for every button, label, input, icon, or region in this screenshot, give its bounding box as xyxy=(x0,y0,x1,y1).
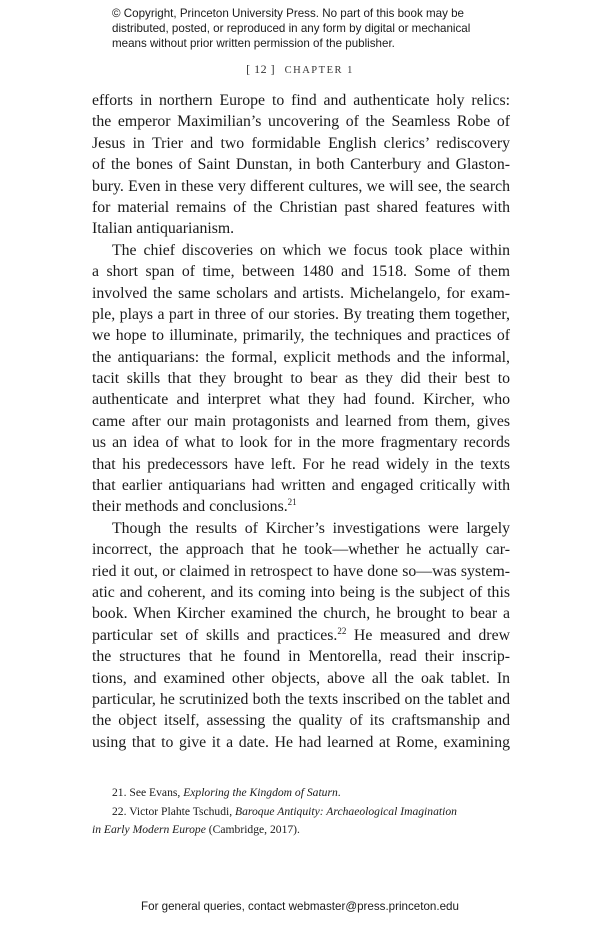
text-line: of the bones of Saint Dunstan, in both Canterbury and Glaston- xyxy=(92,156,510,174)
text-line: Jesus in Trier and two formidable English clerics’ rediscovery xyxy=(92,134,510,152)
text-line: using that to give it a date. He had learned at Rome, examining xyxy=(92,733,510,751)
footnote-number: 22. xyxy=(112,804,127,818)
note-reference: 21 xyxy=(287,497,297,508)
text-line: a short span of time, between 1480 and 1518. Some of them xyxy=(92,263,510,281)
text-line: particular, he scrutinized both the texts inscribed on the tablet and xyxy=(92,690,510,708)
text-line: Though the results of Kircher’s investigations were largely xyxy=(112,519,510,537)
text-line: ple, plays a part in three of our stories. By treating them together, xyxy=(92,305,510,323)
footnote-title: in Early Modern Europe xyxy=(92,823,206,836)
text-line xyxy=(92,625,510,646)
paragraph xyxy=(92,518,510,753)
body-text xyxy=(92,90,510,753)
text-line: Italian antiquarianism. xyxy=(92,220,235,238)
text-line: that his predecessors have left. For he read widely in the texts xyxy=(92,455,510,473)
text-line: The chief discoveries on which we focus took place within xyxy=(112,241,510,259)
text-line: the antiquarians: the formal, explicit methods and the informal, xyxy=(92,348,510,366)
text-line: involved the same scholars and artists. Michelangelo, for exam- xyxy=(92,284,510,302)
text-line: efforts in northern Europe to find and authenticate holy relics: xyxy=(92,92,510,109)
text-span: particular set of skills and practices. xyxy=(92,626,338,644)
text-line: authenticate and interpret what they had found. Kircher, who xyxy=(92,391,510,409)
footer-contact: For general queries, contact webmaster@press.princeton.edu xyxy=(141,900,459,913)
chapter-label: CHAPTER 1 xyxy=(284,65,354,76)
footnote-text: Victor Plahte Tschudi, xyxy=(129,804,233,818)
footnote-line xyxy=(92,821,510,840)
footnote-text: (Cambridge, 2017). xyxy=(208,823,300,836)
running-head xyxy=(0,62,600,77)
footnotes xyxy=(92,784,510,840)
text-span: He measured and drew xyxy=(346,626,510,644)
text-line: book. When Kircher examined the church, he brought to bear a xyxy=(92,605,510,623)
footnote-title: Exploring the Kingdom of Saturn xyxy=(183,786,338,799)
footnote-title: Baroque Antiquity: Archaeological Imagination xyxy=(235,804,457,818)
text-line: us an idea of what to look for in the more fragmentary records xyxy=(92,434,510,452)
footnote-text: . xyxy=(337,786,341,799)
copyright-line: © Copyright, Princeton University Press. No part of this book may be xyxy=(112,7,464,20)
text-line: bury. Even in these very different cultures, we will see, the search xyxy=(92,177,510,195)
copyright-notice xyxy=(112,6,512,51)
text-line: the object itself, assessing the quality of its craftsmanship and xyxy=(92,712,510,730)
text-line: that earlier antiquarians had written and engaged critically with xyxy=(92,477,510,495)
copyright-line: distributed, posted, or reproduced in any form by digital or mechanical xyxy=(112,22,471,35)
copyright-line: means without prior written permission of the publisher. xyxy=(112,37,395,50)
footnote-text: See Evans, xyxy=(129,786,181,799)
text-line: ried it out, or claimed in retrospect to have done so—was system- xyxy=(92,562,510,580)
text-line: incorrect, the approach that he took—whether he actually car- xyxy=(92,541,510,559)
text-line: tions, and examined other objects, above all the oak tablet. In xyxy=(92,669,510,687)
text-line: atic and coherent, and its coming into being is the subject of this xyxy=(92,583,510,601)
footnote-22 xyxy=(92,803,510,840)
text-line: the structures that he found in Mentorella, read their inscrip- xyxy=(92,648,510,666)
text-line: for material remains of the Christian past shared features with xyxy=(92,198,510,216)
note-reference: 22 xyxy=(337,625,347,636)
footnote-line xyxy=(92,803,510,822)
paragraph xyxy=(92,240,510,518)
footnote-21 xyxy=(92,784,510,803)
footnote-number: 21. xyxy=(112,786,127,799)
text-line: came after our main protagonists and learned from them, gives xyxy=(92,412,510,430)
text-line: tacit skills that they brought to bear as they did their best to xyxy=(92,370,510,388)
text-line: the emperor Maximilian’s uncovering of the Seamless Robe of xyxy=(92,113,510,131)
text-line xyxy=(92,496,510,517)
page-number: [ 12 ] xyxy=(246,62,276,76)
text-line: we hope to illuminate, primarily, the techniques and practices of xyxy=(92,327,510,345)
paragraph xyxy=(92,90,510,240)
text-span: their methods and conclusions. xyxy=(92,498,288,516)
